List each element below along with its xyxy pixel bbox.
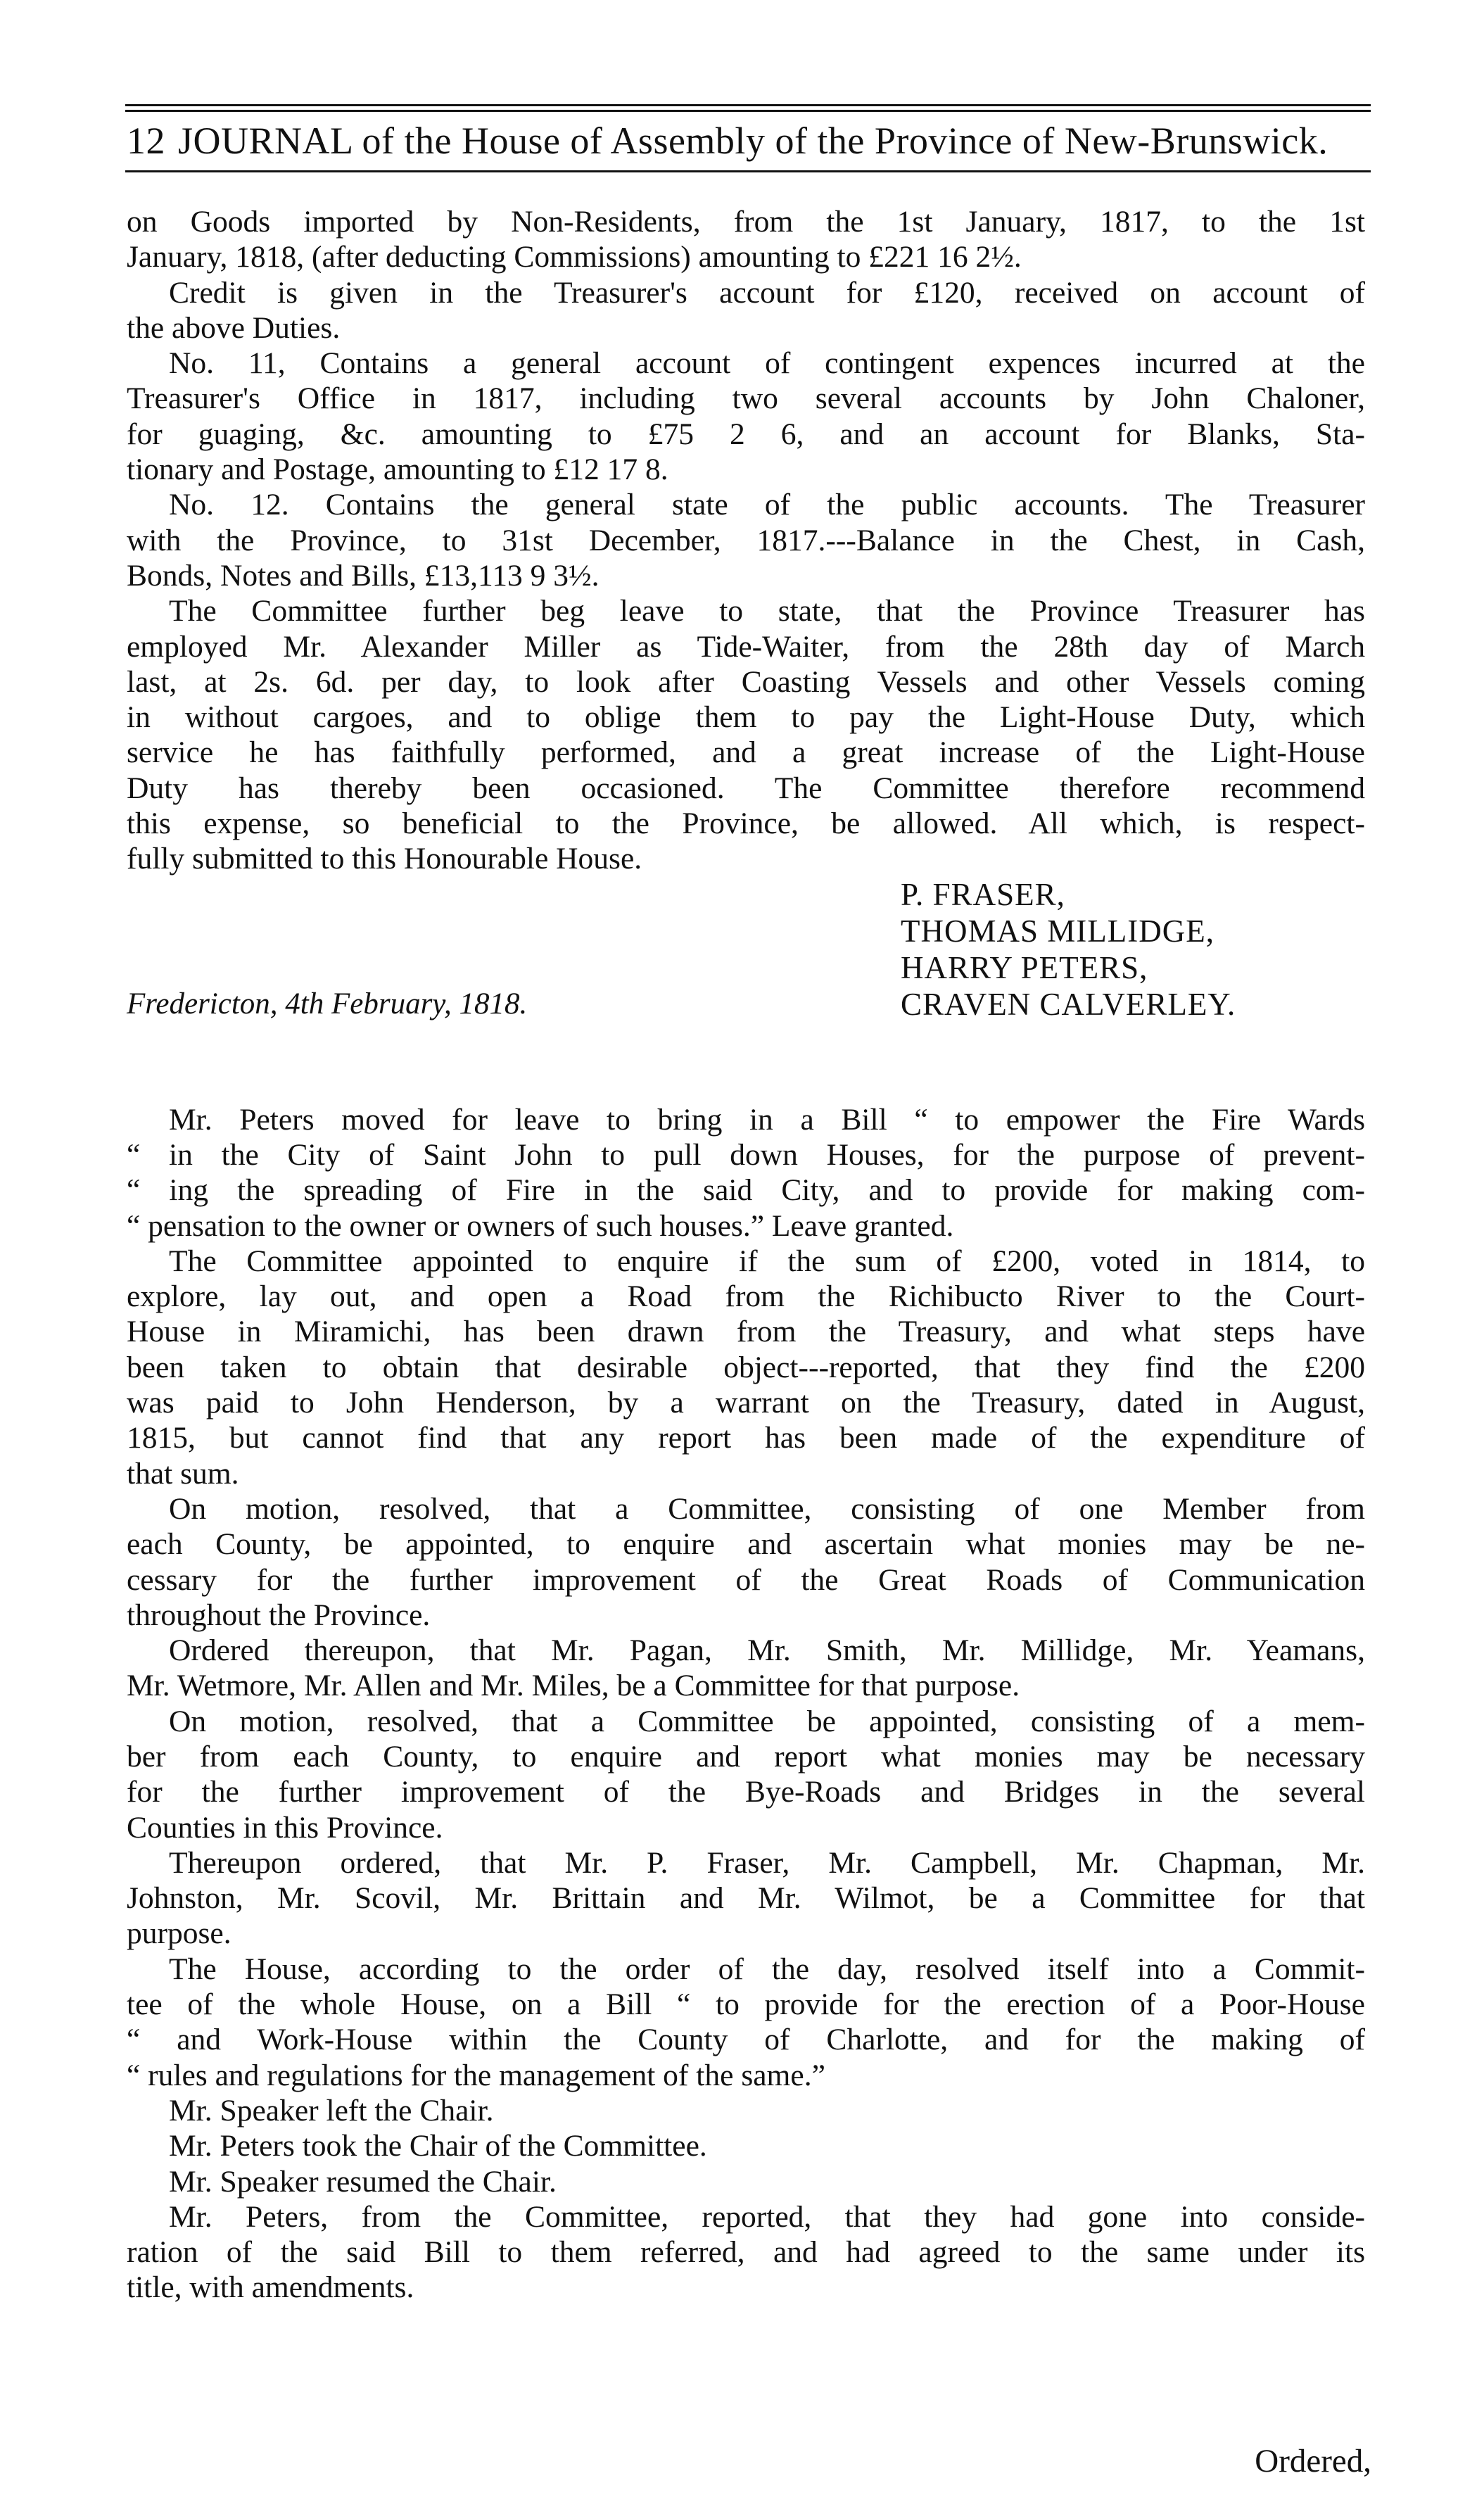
text-line: Ordered thereupon, that Mr. Pagan, Mr. Smith, Mr. Millidge, Mr. Yeamans, xyxy=(169,1633,1365,1668)
text-line: with the Province, to 31st December, 1817.---Balance in the Chest, in Cash, xyxy=(127,523,1365,557)
paragraph xyxy=(127,2093,1365,2128)
text-line: “ and Work-House within the County of Charlotte, and for the making of xyxy=(127,2023,1365,2057)
text-line: was paid to John Henderson, by a warrant on the Treasury, dated in August, xyxy=(127,1386,1365,1420)
header-rule-top xyxy=(125,104,1371,106)
paragraph xyxy=(127,204,1365,275)
text-line: employed Mr. Alexander Miller as Tide-Waiter, from the 28th day of March xyxy=(127,629,1365,664)
text-line: each County, be appointed, to enquire and ascertain what monies may be ne- xyxy=(127,1527,1365,1562)
catchword: Ordered, xyxy=(1255,2443,1371,2479)
text-line: No. 11, Contains a general account of contingent expences incurred at the xyxy=(169,346,1365,381)
text-line: that sum. xyxy=(127,1456,239,1491)
paragraph xyxy=(127,2199,1365,2306)
text-line: Mr. Speaker left the Chair. xyxy=(169,2093,494,2128)
paragraph xyxy=(127,1491,1365,1633)
paragraph xyxy=(127,346,1365,487)
text-line: this expense, so beneficial to the Province, be allowed. All which, is respect- xyxy=(127,807,1365,841)
text-line: purpose. xyxy=(127,1916,232,1951)
text-line: ber from each County, to enquire and report what monies may be necessary xyxy=(127,1739,1365,1774)
text-line: “ pensation to the owner or owners of such houses.” Leave granted. xyxy=(127,1208,954,1243)
header-title: JOURNAL of the House of Assembly of the Province of New-Brunswick. xyxy=(178,120,1328,162)
dateline: Fredericton, 4th February, 1818. xyxy=(127,987,528,1020)
paragraph xyxy=(127,487,1365,593)
text-line: cessary for the further improvement of the Great Roads of Communication xyxy=(127,1562,1365,1597)
text-line: explore, lay out, and open a Road from the Richibucto River to the Court- xyxy=(127,1279,1365,1314)
text-line: tionary and Postage, amounting to £12 17 8. xyxy=(127,453,668,487)
paragraph xyxy=(127,275,1365,346)
paragraph xyxy=(127,1633,1365,1704)
signature-4: CRAVEN CALVERLEY. xyxy=(901,986,1236,1022)
paragraph xyxy=(127,1102,1365,1244)
text-line: Mr. Speaker resumed the Chair. xyxy=(169,2164,557,2199)
paragraph xyxy=(127,1704,1365,1845)
text-line: “ rules and regulations for the management of the same.” xyxy=(127,2058,825,2092)
text-line: tee of the whole House, on a Bill “ to provide for the erection of a Poor-House xyxy=(127,1987,1365,2022)
text-line: in without cargoes, and to oblige them to pay the Light-House Duty, which xyxy=(127,700,1365,735)
text-line: Credit is given in the Treasurer's account for £120, received on account of xyxy=(169,275,1365,310)
page-body xyxy=(127,204,1365,2306)
text-line: fully submitted to this Honourable House. xyxy=(127,842,642,876)
signature-3: HARRY PETERS, xyxy=(901,949,1148,985)
text-line: “ ing the spreading of Fire in the said City, and to provide for making com- xyxy=(127,1173,1365,1208)
text-line: On motion, resolved, that a Committee, consisting of one Member from xyxy=(169,1491,1365,1526)
paragraph xyxy=(127,2128,1365,2163)
paragraph xyxy=(127,1244,1365,1491)
text-line: Thereupon ordered, that Mr. P. Fraser, Mr. Campbell, Mr. Chapman, Mr. xyxy=(169,1845,1365,1880)
text-line: Treasurer's Office in 1817, including two several accounts by John Chaloner, xyxy=(127,381,1365,416)
text-line: “ in the City of Saint John to pull down Houses, for the purpose of prevent- xyxy=(127,1137,1365,1172)
text-line: for guaging, &c. amounting to £75 2 6, and an account for Blanks, Sta- xyxy=(127,417,1365,451)
page-number: 12 xyxy=(127,120,165,162)
text-line: ration of the said Bill to them referred, and had agreed to the same under its xyxy=(127,2235,1365,2270)
text-line: Counties in this Province. xyxy=(127,1810,443,1845)
signature-2: THOMAS MILLIDGE, xyxy=(901,913,1215,949)
text-line: On motion, resolved, that a Committee be appointed, consisting of a mem- xyxy=(169,1704,1365,1738)
text-line: January, 1818, (after deducting Commissions) amounting to £221 16 2½. xyxy=(127,240,1022,274)
text-line: The Committee appointed to enquire if the sum of £200, voted in 1814, to xyxy=(169,1244,1365,1278)
text-line: Duty has thereby been occasioned. The Committee therefore recommend xyxy=(127,771,1365,805)
text-line: the above Duties. xyxy=(127,310,341,345)
text-line: Mr. Peters moved for leave to bring in a Bill “ to empower the Fire Wards xyxy=(169,1102,1365,1137)
report-section xyxy=(127,204,1365,877)
text-line: The House, according to the order of the day, resolved itself into a Commit- xyxy=(169,1952,1365,1986)
text-line: service he has faithfully performed, and a great increase of the Light-House xyxy=(127,735,1365,770)
signature-1: P. FRASER, xyxy=(901,876,1065,912)
text-line: Bonds, Notes and Bills, £13,113 9 3½. xyxy=(127,558,600,593)
header-rule-top-2 xyxy=(125,110,1371,112)
text-line: Mr. Peters, from the Committee, reported, that they had gone into conside- xyxy=(169,2199,1365,2234)
text-line: throughout the Province. xyxy=(127,1598,431,1632)
text-line: been taken to obtain that desirable object---reported, that they find the £200 xyxy=(127,1350,1365,1384)
paragraph xyxy=(127,593,1365,876)
running-header xyxy=(127,116,1379,165)
section-gap xyxy=(127,1053,1365,1102)
text-line: Mr. Peters took the Chair of the Committee. xyxy=(169,2129,707,2163)
proceedings-section xyxy=(127,1102,1365,2306)
text-line: 1815, but cannot find that any report has been made of the expenditure of xyxy=(127,1421,1365,1455)
text-line: The Committee further beg leave to state, that the Province Treasurer has xyxy=(169,594,1365,628)
text-line: Johnston, Mr. Scovil, Mr. Brittain and Mr. Wilmot, be a Committee for that xyxy=(127,1881,1365,1916)
text-line: for the further improvement of the Bye-Roads and Bridges in the several xyxy=(127,1775,1365,1809)
text-line: House in Miramichi, has been drawn from the Treasury, and what steps have xyxy=(127,1315,1365,1349)
header-rule-bottom xyxy=(125,170,1371,172)
text-line: No. 12. Contains the general state of the public accounts. The Treasurer xyxy=(169,488,1365,522)
text-line: last, at 2s. 6d. per day, to look after Coasting Vessels and other Vessels coming xyxy=(127,664,1365,699)
signature-block xyxy=(127,877,1365,1053)
paragraph xyxy=(127,1952,1365,2093)
text-line: title, with amendments. xyxy=(127,2270,414,2305)
text-line: Mr. Wetmore, Mr. Allen and Mr. Miles, be a Committee for that purpose. xyxy=(127,1669,1020,1703)
paragraph xyxy=(127,1845,1365,1952)
paragraph xyxy=(127,2164,1365,2199)
text-line: on Goods imported by Non-Residents, from the 1st January, 1817, to the 1st xyxy=(127,205,1365,239)
